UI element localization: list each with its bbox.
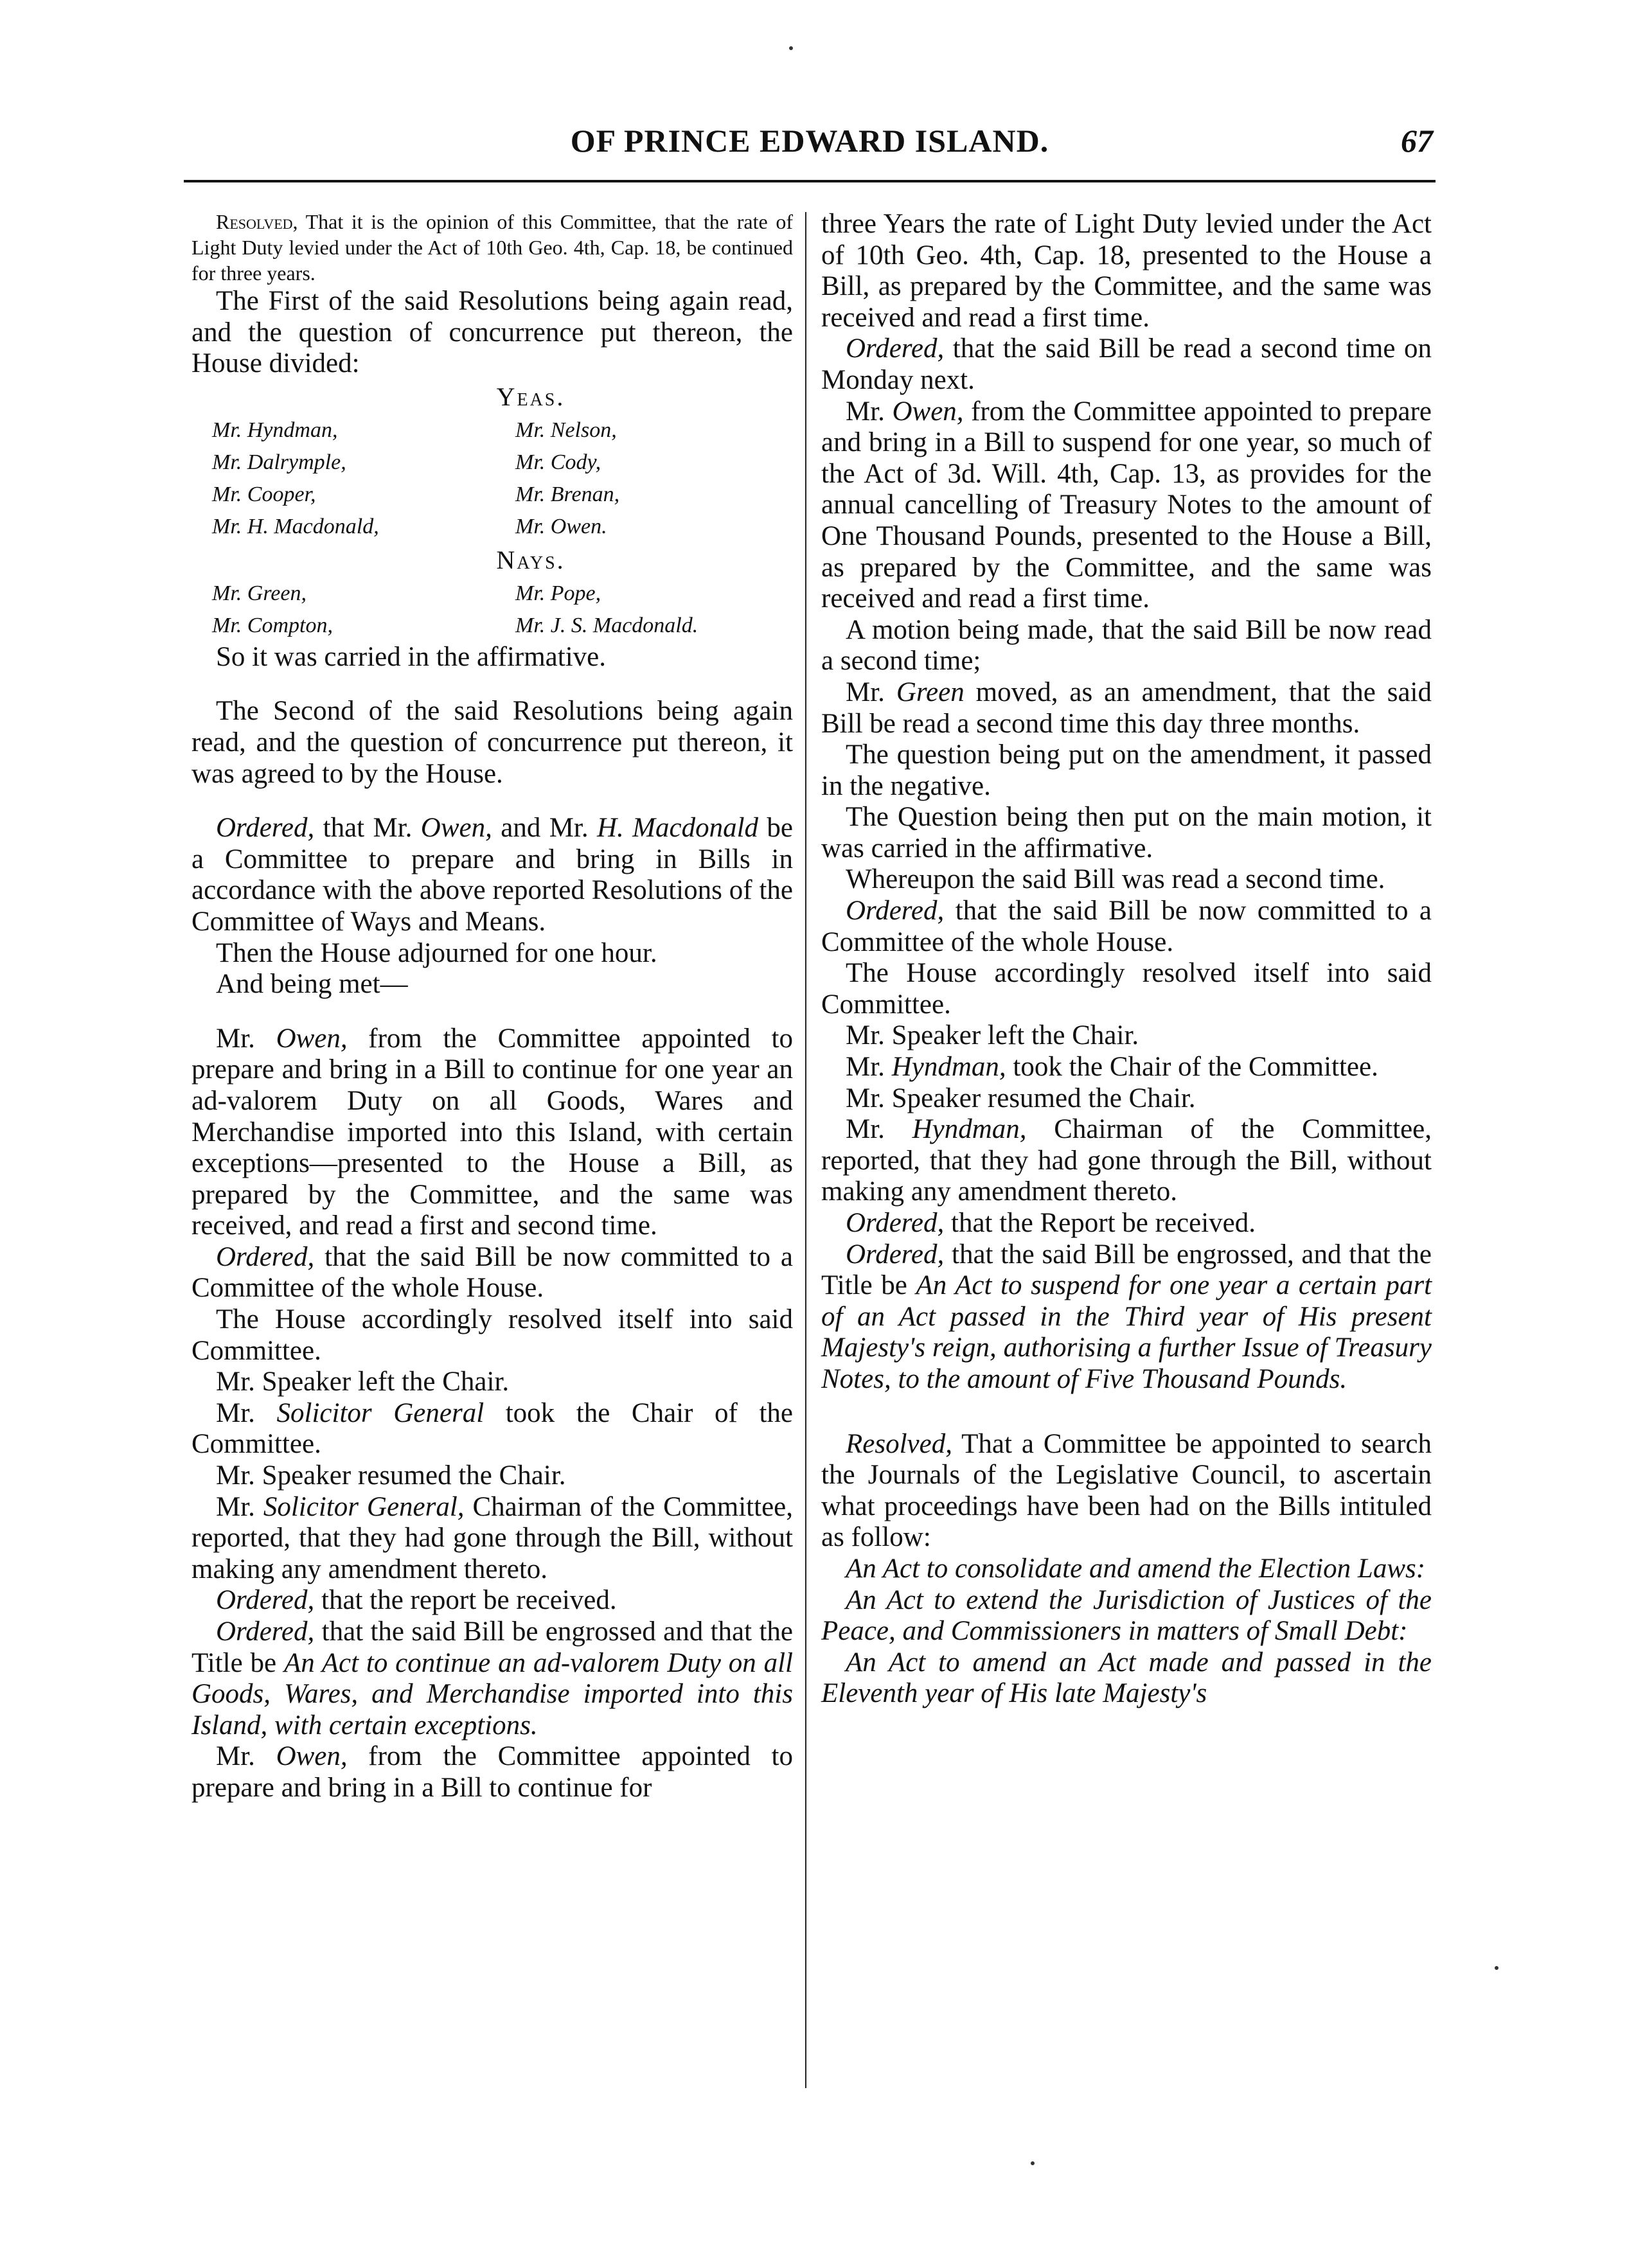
solicitor-chair-paragraph — [191, 1398, 793, 1460]
column-divider — [805, 212, 806, 2088]
resolved-label: Resolved, — [216, 210, 298, 233]
text: Mr. — [846, 1052, 892, 1083]
yea-member: Mr. Dalrymple, — [212, 450, 346, 474]
print-speck — [1031, 2161, 1035, 2165]
treasury-bill-paragraph — [821, 396, 1432, 615]
running-title: OF PRINCE EDWARD ISLAND. — [570, 123, 1049, 159]
ordered-label: Ordered, — [846, 1239, 945, 1270]
yeas-list — [191, 414, 793, 543]
engrossed-paragraph — [821, 1239, 1432, 1395]
text: took the Chair of the Committee. — [191, 1397, 793, 1460]
act-title: An Act to amend an Act made and passed in the Eleventh year of His late Majesty's — [821, 1647, 1432, 1709]
text: and Mr. — [492, 813, 597, 844]
ordered-label: Ordered, — [216, 1585, 315, 1616]
text: that Mr. — [314, 813, 421, 844]
search-journals-paragraph — [821, 1429, 1432, 1554]
ordered-label: Ordered, — [846, 333, 945, 364]
ordered-label: Ordered, — [846, 1208, 945, 1238]
member-name: Green — [896, 677, 965, 707]
text: Chairman of the Committee, reported, that they had gone through the Bill, without making any amendment thereto. — [821, 1114, 1432, 1207]
page-number: 67 — [1401, 123, 1433, 159]
yea-member: Mr. Brenan, — [515, 482, 620, 506]
text: from the Committee appointed to prepare and bring in a Bill to continue for — [191, 1741, 793, 1803]
text: Chairman of the Committee, reported, that they had gone through the Bill, without making any amendment thereto. — [191, 1491, 793, 1584]
text: that the said Bill be now committed to a Committee of the whole House. — [191, 1241, 793, 1304]
report-received-paragraph — [821, 1208, 1432, 1239]
print-speck — [1495, 1966, 1498, 1970]
yea-member: Mr. Cody, — [515, 450, 601, 474]
speaker-left-paragraph: Mr. Speaker left the Chair. — [216, 1367, 510, 1397]
act-title: An Act to continue an ad-valorem Duty on all Goods, Wares, and Merchandise imported into this Island, with certain exceptions. — [191, 1647, 794, 1741]
text: took the Chair of the Committee. — [1006, 1052, 1378, 1083]
continued-paragraph: three Years the rate of Light Duty levied under the Act of 10th Geo. 4th, Cap. 18, presented to the House a Bill, as prepared by the Committee, and the same was received and read a first time. — [821, 209, 1432, 333]
yea-member: Mr. H. Macdonald, — [212, 514, 379, 538]
commit-order-paragraph — [191, 1242, 793, 1304]
member-name: Hyndman, — [912, 1114, 1027, 1145]
text: be a Committee to prepare and bring in Bills in accordance with the above reported Resolutions of the Committee of Ways and Means. — [191, 813, 793, 937]
motion-paragraph: A motion being made, that the said Bill be now read a second time; — [821, 614, 1432, 677]
resolved-label: Resolved, — [846, 1428, 952, 1459]
member-name: Owen, — [276, 1023, 348, 1054]
yeas-heading: Yeas. — [496, 382, 565, 411]
member-name: Solicitor General — [276, 1397, 485, 1428]
member-name: Owen, — [420, 813, 492, 844]
ordered-label: Ordered, — [216, 813, 315, 844]
member-name: Owen, — [276, 1741, 348, 1772]
speaker-resumed-paragraph: Mr. Speaker resumed the Chair. — [216, 1460, 566, 1491]
met-paragraph: And being met— — [216, 969, 408, 1000]
second-resolution-paragraph: The Second of the said Resolutions being again read, and the question of concurrence put thereon, it was agreed to by the House. — [191, 696, 793, 789]
monday-order-paragraph — [821, 333, 1432, 396]
act-title: An Act to suspend for one year a certain part of an Act passed in the Third year of His present Majesty's reign, authorising a further Issue of Treasury Notes, to the amount of Five Thousand Pounds. — [821, 1270, 1432, 1394]
resolution-text: That it is the opinion of this Committee, that the rate of Light Duty levied under the Act of 10th Geo. 4th, Cap. 18, be continued for three years. — [191, 210, 793, 285]
member-name: Hyndman, — [891, 1052, 1006, 1083]
hyndman-chair-paragraph — [821, 1052, 1432, 1083]
speaker-left-paragraph: Mr. Speaker left the Chair. — [846, 1020, 1139, 1051]
act-election-laws — [821, 1554, 1432, 1585]
left-column — [191, 209, 793, 1804]
yea-member: Mr. Nelson, — [515, 418, 617, 442]
text: Mr. — [216, 1397, 277, 1428]
commit-order-paragraph — [821, 896, 1432, 958]
amendment-paragraph — [821, 677, 1432, 740]
header-rule — [184, 180, 1436, 182]
resolved-itself-paragraph: The House accordingly resolved itself into said Committee. — [821, 958, 1432, 1020]
act-title: An Act to consolidate and amend the Election Laws: — [846, 1553, 1426, 1584]
ordered-label: Ordered, — [216, 1241, 315, 1272]
owen-bill-paragraph — [191, 1023, 793, 1242]
text: Mr. — [846, 1114, 912, 1145]
text: Mr. — [846, 677, 896, 707]
nay-member: Mr. Green, — [212, 581, 307, 605]
committee-order-paragraph — [191, 813, 793, 937]
ordered-label: Ordered, — [216, 1617, 315, 1647]
text: That a Committee be appointed to search the Journals of the Legislative Council, to ascertain what proceedings have been had on the Bills intituled as follow: — [821, 1428, 1432, 1553]
owen-second-bill-paragraph — [191, 1741, 793, 1803]
chairman-report-paragraph — [191, 1492, 793, 1586]
print-speck — [789, 46, 793, 50]
resolved-itself-paragraph: The House accordingly resolved itself into said Committee. — [191, 1304, 793, 1366]
resolution-paragraph — [191, 209, 793, 286]
negative-paragraph: The question being put on the amendment, it passed in the negative. — [821, 740, 1432, 801]
chairman-report-paragraph — [821, 1114, 1432, 1208]
text: from the Committee appointed to prepare and bring in a Bill to suspend for one year, so much of the Act of 3d. Will. 4th, Cap. 13, as provides for the annual cancelling of Treasury Notes to the amount of One Thousand Pounds, presented to the House a Bill, as prepared by the Committee, and the same was received and read a first time. — [821, 396, 1432, 614]
act-title: An Act to extend the Jurisdiction of Justices of the Peace, and Commissioners in matters of Small Debt: — [821, 1584, 1432, 1647]
text: that the said Bill be engrossed, and that the Title be — [821, 1239, 1432, 1301]
adjourn-paragraph: Then the House adjourned for one hour. — [216, 937, 657, 968]
member-name: Solicitor General, — [263, 1491, 465, 1522]
yea-member: Mr. Hyndman, — [212, 418, 338, 442]
text: that the report be received. — [314, 1585, 617, 1616]
member-name: Owen, — [892, 396, 964, 427]
nays-heading: Nays. — [496, 545, 565, 574]
act-amend-eleventh-year — [821, 1647, 1432, 1710]
nays-list — [191, 578, 793, 642]
second-reading-paragraph: Whereupon the said Bill was read a second time. — [846, 864, 1385, 895]
act-justices-jurisdiction — [821, 1585, 1432, 1647]
yea-member: Mr. Cooper, — [212, 482, 316, 506]
nay-member: Mr. J. S. Macdonald. — [515, 613, 698, 637]
text: Mr. — [216, 1023, 276, 1054]
text: Mr. — [216, 1741, 276, 1772]
engrossed-paragraph — [191, 1617, 793, 1741]
text: from the Committee appointed to prepare and bring in a Bill to continue for one year an ad-valorem Duty on all Goods, Wares and Merchandise imported into this Island, with certain exceptions—presented to the House a Bill, as prepared by the Committee, and the same was received, and read a first and second time. — [191, 1023, 793, 1241]
report-received-paragraph — [191, 1585, 793, 1617]
text: Mr. — [216, 1491, 263, 1522]
ordered-label: Ordered, — [846, 896, 945, 926]
nay-member: Mr. Compton, — [212, 613, 333, 637]
speaker-resumed-paragraph: Mr. Speaker resumed the Chair. — [846, 1083, 1196, 1113]
text: that the said Bill be now committed to a Committee of the whole House. — [821, 896, 1432, 957]
nay-member: Mr. Pope, — [515, 581, 601, 605]
main-motion-paragraph: The Question being then put on the main motion, it was carried in the affirmative. — [821, 802, 1432, 864]
text: Mr. — [846, 396, 893, 427]
yea-member: Mr. Owen. — [515, 514, 607, 538]
member-name: H. Macdonald — [597, 813, 759, 844]
text: that the said Bill be engrossed and that the Title be — [191, 1617, 793, 1678]
right-column — [821, 209, 1432, 1710]
text: moved, as an amendment, that the said Bill be read a second time this day three months. — [821, 677, 1432, 739]
running-head — [186, 122, 1433, 173]
carried-paragraph: So it was carried in the affirmative. — [216, 641, 606, 672]
text: that the said Bill be read a second time on Monday next. — [821, 333, 1432, 395]
first-resolution-paragraph: The First of the said Resolutions being again read, and the question of concurrence put thereon, the House divided: — [191, 286, 793, 379]
text: that the Report be received. — [944, 1208, 1256, 1238]
